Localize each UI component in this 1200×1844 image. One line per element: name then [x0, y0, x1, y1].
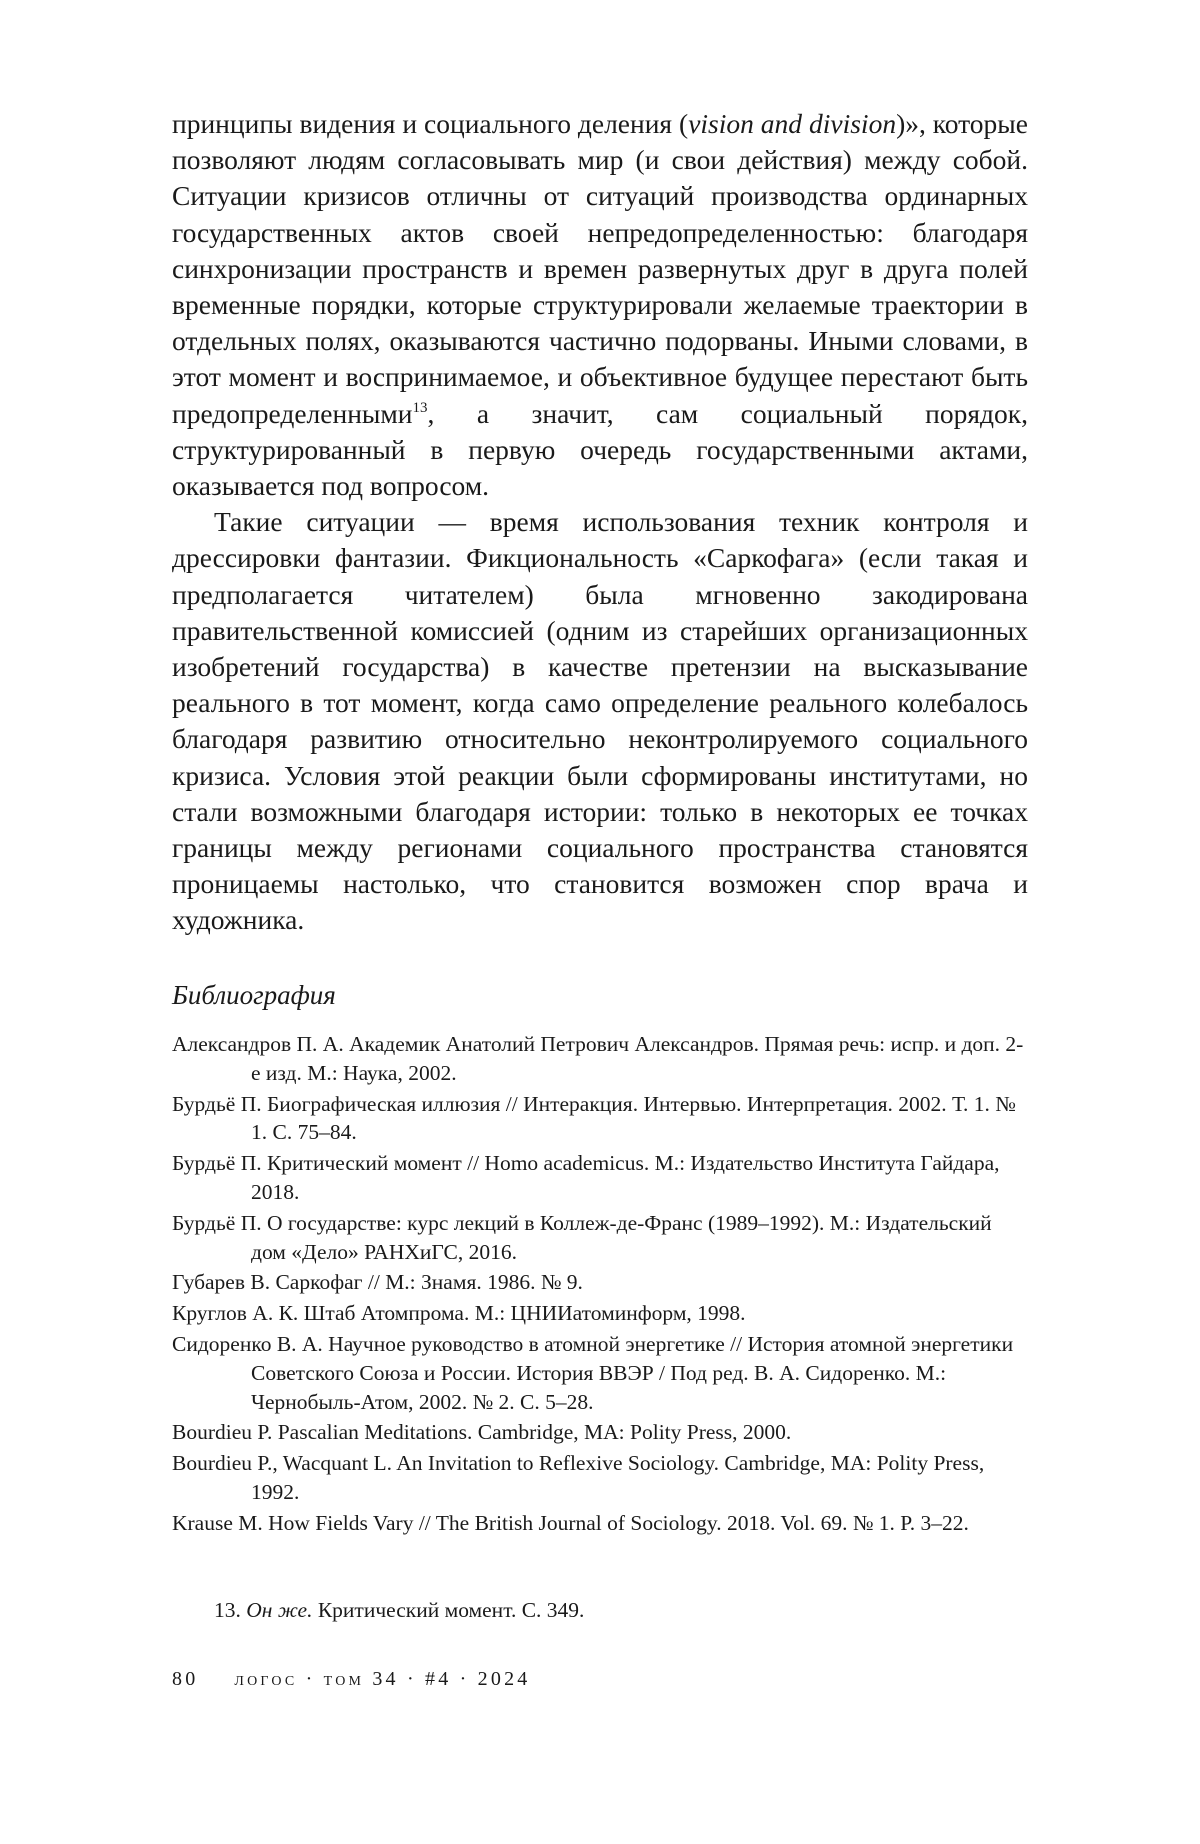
paragraph-1 [172, 106, 1028, 504]
page-number: 80 [172, 1668, 199, 1690]
footnote-italic: Он же. [246, 1598, 313, 1622]
bibliography-entry: Bourdieu P., Wacquant L. An Invitation to Reflexive Sociology. Cambridge, MA: Polity Press, 1992. [172, 1451, 985, 1504]
bibliography-entry: Сидоренко В. А. Научное руководство в атомной энергетике // История атомной энергетики Советского Союза и России. История ВВЭР / Под ред. В. А. Сидоренко. М.: Чернобыль-Атом, 2002. № 2. С. 5–28. [172, 1331, 1014, 1414]
bibliography-entry: Krause M. How Fields Vary // The British Journal of Sociology. 2018. Vol. 69. № 1. P. 3–22. [172, 1510, 969, 1535]
bibliography-entry: Александров П. А. Академик Анатолий Петрович Александров. Прямая речь: испр. и доп. 2-е изд. М.: Наука, 2002. [172, 1032, 1024, 1085]
bibliography-heading: Библиография [172, 980, 336, 1010]
paragraph-1-part-b: )», которые позволяют людям согласовывать мир (и свои действия) между собой. Ситуации кризисов отличны от ситуаций производства ординарных государственных актов своей непредопределенностью: благодаря синхронизации пространств и времен развернутых друг в друга полей временные порядки, которые структурировали желаемые траектории в отдельных полях, оказываются частично подорваны. Иными словами, в этот момент и воспринимаемое, и объективное будущее перестают быть предопределенными [172, 108, 1028, 429]
journal-running-title: логос · том 34 · #4 · 2024 [234, 1668, 531, 1690]
bibliography-entry: Bourdieu P. Pascalian Meditations. Cambridge, MA: Polity Press, 2000. [172, 1420, 792, 1445]
bibliography-list [172, 1030, 1030, 1540]
bibliography-entry: Круглов А. К. Штаб Атомпрома. М.: ЦНИИатоминформ, 1998. [172, 1301, 746, 1326]
bibliography-entry: Бурдьё П. О государстве: курс лекций в Коллеж-де-Франс (1989–1992). М.: Издательский дом «Дело» РАНХиГС, 2016. [172, 1210, 992, 1264]
footnote-ref-13[interactable]: 13 [412, 399, 428, 416]
footnote-13 [214, 1596, 584, 1624]
footnote-text: Критический момент. С. 349. [317, 1598, 585, 1622]
bibliography-entry: Бурдьё П. Критический момент // Homo academicus. М.: Издательство Института Гайдара, 2018. [172, 1151, 1000, 1204]
bibliography-entry: Бурдьё П. Биографическая иллюзия // Интеракция. Интервью. Интерпретация. 2002. Т. 1. № 1. С. 75–84. [172, 1091, 1016, 1145]
bibliography-entry: Губарев В. Саркофаг // М.: Знамя. 1986. № 9. [172, 1270, 583, 1295]
paragraph-2: Такие ситуации — время использования техник контроля и дрессировки фантазии. Фикциональность «Саркофага» (если такая и предполагается читателем) была мгновенно закодирована правительственной комиссией (одним из старейших организационных изобретений государства) в качестве претензии на высказывание реального в тот момент, когда само определение реального колебалось благодаря развитию относительно неконтролируемого социального кризиса. Условия этой реакции были сформированы институтами, но стали возможными благодаря истории: только в некоторых ее точках границы между регионами социального пространства становятся проницаемы настолько, что становится возможен спор врача и художника. [172, 506, 1028, 936]
paragraph-1-part-c: , а значит, сам социальный порядок, структурированный в первую очередь государственными актами, оказывается под вопросом. [172, 397, 1028, 502]
footnote-number: 13. [214, 1598, 241, 1622]
page-footer [172, 1666, 530, 1692]
paragraph-1-italic: vision and division [688, 108, 897, 139]
main-text [172, 106, 1028, 939]
paragraph-1-part-a: принципы видения и социального деления ( [172, 108, 689, 139]
